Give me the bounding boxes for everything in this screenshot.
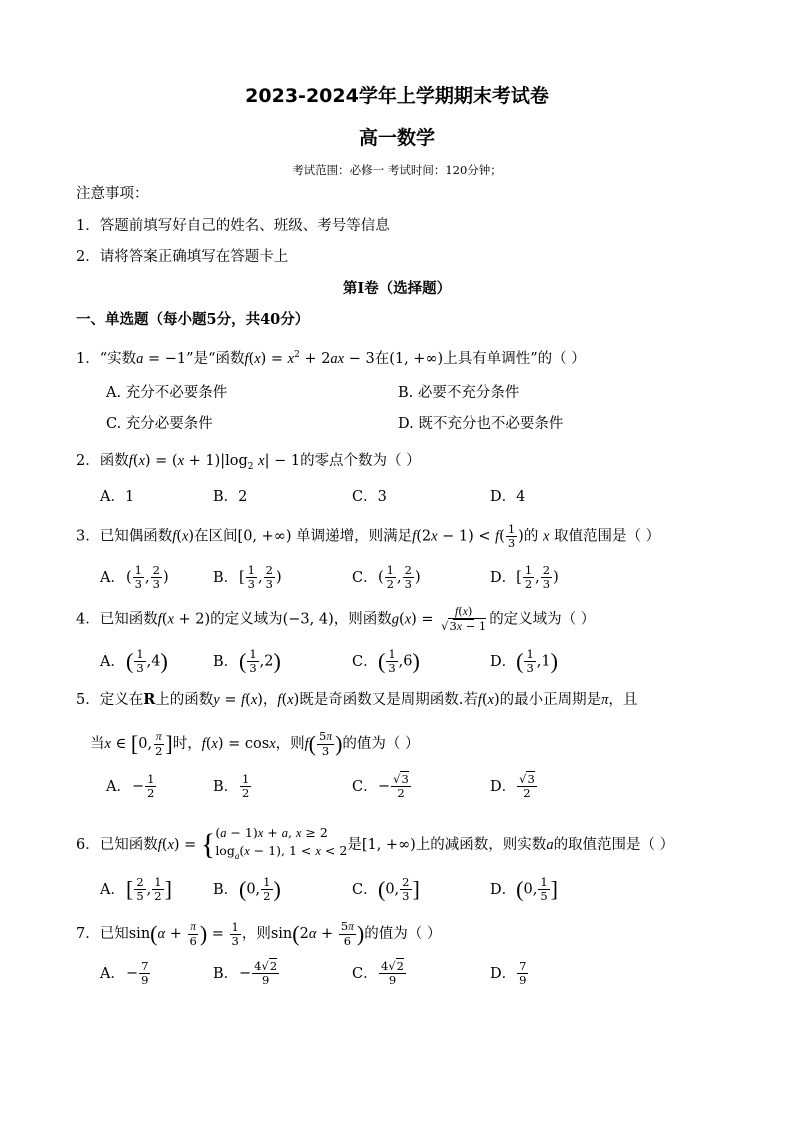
q6-option-a[interactable]: A．[ $\frac{2}{5}$ , $\frac{1}{2}$ ] [100,875,172,903]
q5-text: ，则 [275,736,305,752]
question-2: 2．函数$f(x) = (x + 1)|\log_2$ x| − 1的零点个数为（ ） [76,453,421,472]
option-label: C． [352,778,378,795]
q6-option-b[interactable]: B．(0, $\frac{1}{2}$ ) [213,875,281,903]
q3-option-c[interactable]: C．( $\frac{1}{2}$ , $\frac{2}{3}$ ) [352,563,421,591]
q2-text: 的零点个数为（ ） [300,453,421,469]
option-label: C． [352,653,378,670]
q1-number: 1． [76,350,100,367]
q5-option-d[interactable]: D． $\frac{√3}{2}$ [490,772,535,800]
question-6: 6．已知函数f(x) = { (a − 1)x + a, x ≥ 2 $\log_a(x - 1)$, 1 < x < 2 是[1, +∞)上的减函数，则实数a的取值范围是（ ） [76,825,675,861]
option-label: A． [100,881,125,898]
question-7: 7．已知sin(α + $\frac{\pi}{6}$ ) = $\frac{1}{3}$ ，则sin(2α + $\frac{5\pi}{6}$ )的值为（ ） [76,919,442,948]
q1-option-c[interactable]: C. 充分必要条件 [106,416,213,432]
q4-text: 已知函数 [99,611,158,628]
q5-text: ， [262,692,278,708]
q1-text: ”是“函数 [186,350,245,367]
question-5-line2: 当x ∈ [0, $\frac{\pi}{2}$ ]时，f(x) = cosx，则f( $\frac{5\pi}{3}$ )的值为（ ） [90,729,420,758]
q7-option-b[interactable]: B．− $\frac{4√2}{9}$ [213,959,278,987]
exam-subtitle: 高一数学 [358,127,435,149]
q5-text: 定义在 [99,692,144,708]
option-label: D． [490,965,517,982]
q7-option-d[interactable]: D． $\frac{7}{9}$ [490,959,527,987]
option-label: C． [352,569,378,586]
question-3: 3．已知偶函数f(x)在区间[0, +∞) 单调递增，则满足f(2x − 1) < f( $\frac{1}{3}$ )的 x 取值范围是（ ） [76,522,661,550]
question-1: 1．“实数a = −1”是“函数$f(x) = x^2 + 2ax - 3$在(1, +∞)上具有单调性”的（ ） [76,350,586,367]
q2-number: 2． [76,453,100,469]
q5-number: 5． [76,692,100,708]
q5-text: 的最小正周期是 [499,692,602,708]
q5-text: 的值为（ ） [342,736,420,752]
q3-text: 单调递增，则满足 [296,528,413,545]
q6-number: 6． [76,836,100,853]
note-item-1: 1．答题前填写好自己的姓名、班级、考号等信息 [76,218,390,234]
q7-option-c[interactable]: C． $\frac{4√2}{9}$ [352,959,404,987]
exam-title: 2023-2024学年上学期期末考试卷 [245,85,549,107]
option-label: C． [352,881,378,898]
q4-option-a[interactable]: A．( $\frac{1}{3}$ ,4) [100,647,168,675]
q6-option-c[interactable]: C．(0, $\frac{2}{3}$ ] [352,875,420,903]
q4-text: 的定义域为（ ） [489,611,596,628]
q4-option-d[interactable]: D．( $\frac{1}{3}$ ,1) [490,647,558,675]
q4-number: 4． [76,611,100,628]
q7-option-a[interactable]: A．− $\frac{7}{9}$ [100,959,149,987]
q5-text: 当 [90,736,105,752]
option-label: B． [213,778,239,795]
q3-text: 取值范围是（ ） [554,528,661,545]
q3-text: 的 [523,528,539,545]
option-label: B． [213,965,239,982]
option-label: C． [352,965,378,982]
q1-option-a[interactable]: A. 充分不必要条件 [106,385,228,401]
q5-option-a[interactable]: A．− $\frac{1}{2}$ [106,772,155,800]
note-item-2: 2．请将答案正确填写在答题卡上 [76,249,289,265]
q1-option-b[interactable]: B. 必要不充分条件 [398,385,520,401]
question-4: 4．已知函数f(x + 2)的定义域为(−3, 4)，则函数g(x) = $\frac{f(x)}{√3x - 1}$ 的定义域为（ ） [76,604,596,633]
option-label: B． [213,881,239,898]
q6-text: 已知函数 [99,836,158,853]
q3-option-b[interactable]: B．[ $\frac{1}{3}$ , $\frac{2}{3}$ ) [213,563,282,591]
option-label: D． [490,569,517,586]
q2-option-d[interactable]: D．4 [490,489,526,505]
q1-text: 在 [374,350,390,367]
option-label: D． [490,653,517,670]
question-5: 5．定义在R上的函数y = f(x)，f(x)既是奇函数又是周期函数.若f(x)的最小正周期是π，且 [76,691,638,708]
option-label: B． [213,569,239,586]
q5-text: 既是奇函数又是周期函数.若 [299,692,478,708]
option-label: A． [100,653,125,670]
option-label: B． [213,653,239,670]
q6-option-d[interactable]: D．(0, $\frac{1}{5}$ ] [490,875,558,903]
notes-heading: 注意事项： [76,186,149,202]
q3-option-d[interactable]: D．[ $\frac{1}{2}$ , $\frac{2}{3}$ ) [490,563,559,591]
q7-text: 的值为（ ） [364,926,442,942]
q3-option-a[interactable]: A．( $\frac{1}{3}$ , $\frac{2}{3}$ ) [100,563,169,591]
option-label: A． [100,965,125,982]
q1-text: “实数 [99,350,137,367]
q2-option-c[interactable]: C．3 [352,489,387,505]
q7-number: 7． [76,926,100,942]
q5-text: 上的函数 [155,692,214,708]
option-label: A． [100,569,125,586]
q3-number: 3． [76,528,100,545]
q6-text: 是 [347,836,362,853]
volume-title: 第Ⅰ卷（选择题） [342,280,452,297]
q3-text: 已知偶函数 [99,528,173,545]
section1-title: 一、单选题（每小题5分，共40分） [76,311,310,328]
q5-option-c[interactable]: C．− $\frac{√3}{2}$ [352,772,409,800]
q5-text: ，且 [608,692,638,708]
q7-text: 已知 [99,926,129,942]
q4-text: ，则函数 [333,611,392,628]
q1-text: 上具有单调性”的（ ） [443,350,586,367]
q2-option-a[interactable]: A．1 [100,489,135,505]
q2-text: 函数 [99,453,129,469]
q5-option-b[interactable]: B． $\frac{1}{2}$ [213,772,250,800]
q6-text: 的取值范围是（ ） [553,836,675,853]
exam-info: 考试范围：必修一 考试时间：120分钟； [292,163,502,177]
q5-text: 时， [172,736,202,752]
q6-text: 上的减函数，则实数 [415,836,547,853]
q3-text: 在区间 [194,528,238,545]
q4-text: 的定义域为 [210,611,283,628]
q2-option-b[interactable]: B．2 [213,489,248,505]
q4-option-b[interactable]: B．( $\frac{1}{3}$ ,2) [213,647,281,675]
q7-text: ，则 [241,926,271,942]
option-label: D． [490,881,517,898]
option-label: D． [490,778,517,795]
q4-option-c[interactable]: C．( $\frac{1}{3}$ ,6) [352,647,420,675]
q1-option-d[interactable]: D. 既不充分也不必要条件 [398,416,564,432]
option-label: A． [106,778,131,795]
